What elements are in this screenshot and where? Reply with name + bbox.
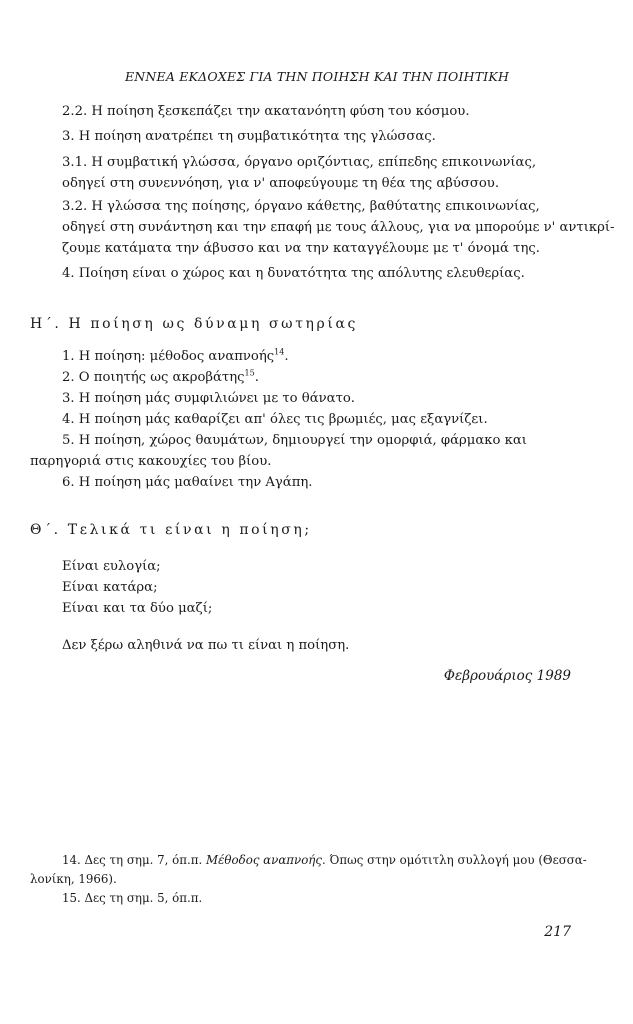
paragraph-line: ζουμε κατάματα την άβυσσο και να την καταγγέλουμε με τ' όνομά της. bbox=[62, 241, 540, 256]
section-heading-h: Η΄. Η ποίηση ως δύναμη σωτηρίας bbox=[30, 316, 358, 332]
paragraph-line: 3.1. Η συμβατική γλώσσα, όργανο οριζόντιας, επίπεδης επικοινωνίας, bbox=[62, 155, 537, 170]
paragraph-3 bbox=[62, 126, 572, 147]
paragraph-line: 3. Η ποίηση ανατρέπει τη συμβατικότητα της γλώσσας. bbox=[62, 129, 436, 144]
list-item: 1. Η ποίηση: μέθοδος αναπνοής$^{14}$. bbox=[62, 347, 289, 364]
section-heading-th: Θ΄. Τελικά τι είναι η ποίηση; bbox=[30, 522, 312, 538]
paragraph-3-2 bbox=[62, 196, 615, 259]
question-line: Είναι ευλογία; bbox=[62, 559, 161, 574]
footnote-title: Μέθοδος αναπνοής bbox=[206, 853, 322, 867]
paragraph-2-2 bbox=[62, 101, 572, 122]
page-number: 217 bbox=[544, 924, 571, 940]
paragraph-line: οδηγεί στη συνάντηση και την επαφή με τους άλλους, για να μπορούμε ν' αντικρί- bbox=[62, 220, 615, 235]
question-line: Είναι και τα δύο μαζί; bbox=[62, 601, 213, 616]
footnotes bbox=[30, 851, 587, 908]
list-item: 3. Η ποίηση μάς συμφιλιώνει με το θάνατο. bbox=[62, 391, 355, 406]
list-item: 6. Η ποίηση μάς μαθαίνει την Αγάπη. bbox=[62, 475, 313, 490]
paragraph-line: οδηγεί στη συνεννόηση, για ν' αποφεύγουμε τη θέα της αβύσσου. bbox=[62, 176, 500, 191]
footnote-14-continuation: λονίκη, 1966). bbox=[30, 872, 117, 886]
list-item: 4. Η ποίηση μάς καθαρίζει απ' όλες τις βρωμιές, μας εξαγνίζει. bbox=[62, 412, 488, 427]
list-item-continuation: παρηγοριά στις κακουχίες του βίου. bbox=[30, 454, 272, 469]
paragraph-line: 3.2. Η γλώσσα της ποίησης, όργανο κάθετης, βαθύτατης επικοινωνίας, bbox=[62, 199, 540, 214]
closing-line-block bbox=[62, 635, 572, 656]
paragraph-3-1 bbox=[62, 152, 572, 194]
paragraph-4 bbox=[62, 263, 572, 284]
closing-line: Δεν ξέρω αληθινά να πω τι είναι η ποίηση. bbox=[62, 638, 350, 653]
paragraph-line: 4. Ποίηση είναι ο χώρος και η δυνατότητα της απόλυτης ελευθερίας. bbox=[62, 266, 525, 281]
list-item: 2. Ο ποιητής ως ακροβάτης$^{15}$. bbox=[62, 368, 259, 385]
question-line: Είναι κατάρα; bbox=[62, 580, 158, 595]
running-head: ΕΝΝΕΑ ΕΚΔΟΧΕΣ ΓΙΑ ΤΗΝ ΠΟΙΗΣΗ ΚΑΙ ΤΗΝ ΠΟΙΗΤΙΚΗ bbox=[124, 69, 510, 84]
footnote-15: 15. Δες τη σημ. 5, όπ.π. bbox=[62, 891, 203, 905]
section-th-questions bbox=[62, 556, 572, 619]
date-signature: Φεβρουάριος 1989 bbox=[443, 668, 571, 684]
footnote-ref-15: 15 bbox=[244, 368, 255, 378]
footnote-14: 14. Δες τη σημ. 7, όπ.π. Μέθοδος αναπνοής. Όπως στην ομότιτλη συλλογή μου (Θεσσα- bbox=[62, 853, 587, 867]
paragraph-line: 2.2. Η ποίηση ξεσκεπάζει την ακατανόητη φύση του κόσμου. bbox=[62, 104, 470, 119]
list-item: 5. Η ποίηση, χώρος θαυμάτων, δημιουργεί την ομορφιά, φάρμακο και bbox=[62, 433, 527, 448]
section-h-list bbox=[30, 346, 572, 493]
footnote-ref-14: 14 bbox=[274, 347, 285, 357]
